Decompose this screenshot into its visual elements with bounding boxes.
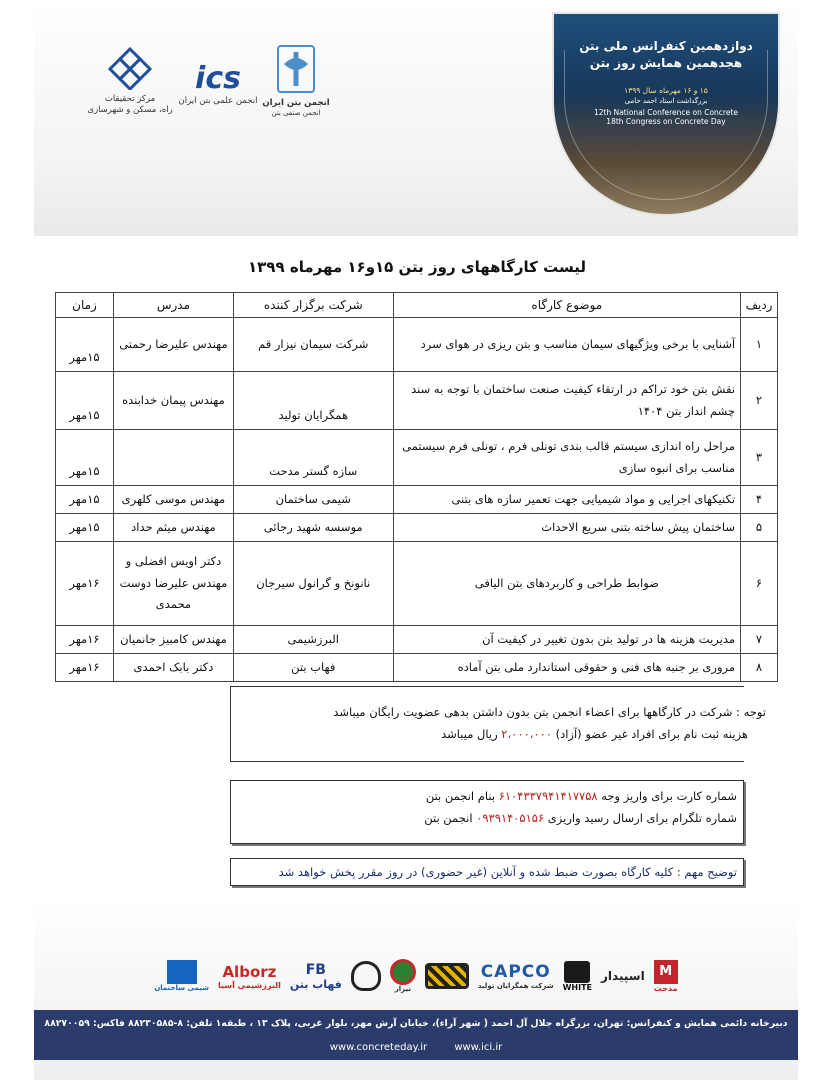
fee-amount: ۲،۰۰۰،۰۰۰ xyxy=(501,727,552,742)
card-number[interactable]: ۶۱۰۴۳۳۷۹۴۱۴۱۷۷۵۸ xyxy=(498,789,598,803)
row-topic: مروری بر جنبه های فنی و حقوقی استاندارد ملی بتن آماده xyxy=(393,654,740,682)
footer-address: دبیرخانه دائمی همایش و کنفرانس: تهران، بزرگراه جلال آل احمد ( شهر آراء)، خیابان آرش مهر، بلوار غربی، پلاک ۱۳ ، طبقه۱ تلفن: ۸-۸۸۲۳۰۵۸۵ فاکس: ۸۸۲۷۰۰۵۹ xyxy=(34,1010,798,1038)
telegram-line xyxy=(237,807,737,829)
header-time: زمان xyxy=(56,293,114,318)
banner-date: ۱۵ و ۱۶ مهرماه سال ۱۳۹۹ xyxy=(624,86,708,95)
card-number-line xyxy=(237,785,737,807)
concrete-assoc-sub: انجمن صنفی بتن xyxy=(271,108,321,117)
header-teacher: مدرس xyxy=(114,293,234,318)
row-topic: مراحل راه اندازی سیستم قالب بندی تونلی فرم ، تونلی فرم سیستمی مناسب برای انبوه سازی xyxy=(393,430,740,486)
sponsor-logo xyxy=(218,955,281,997)
table-row xyxy=(56,486,778,514)
bhrc-line2: راه، مسکن و شهرسازی xyxy=(87,104,173,115)
sponsor-logo xyxy=(351,955,381,997)
row-teacher: مهندس علیرضا رحمتی xyxy=(114,318,234,372)
row-time: ۱۶مهر xyxy=(56,542,114,626)
row-num: ۳ xyxy=(741,430,778,486)
row-time: ۱۶مهر xyxy=(56,654,114,682)
row-organizer: شرکت سیمان نیزار قم xyxy=(233,318,393,372)
payment-info-box xyxy=(230,780,744,844)
card-line-post: بنام انجمن بتن xyxy=(425,789,499,803)
header-organizer: شرکت برگزار کننده xyxy=(233,293,393,318)
workshops-table xyxy=(55,292,778,682)
row-teacher: مهندس کامبیز جانمیان xyxy=(114,626,234,654)
card-line-pre: شماره کارت برای واریز وجه xyxy=(597,789,737,803)
sponsor-logo xyxy=(654,955,678,997)
header-topic: موضوع کارگاه xyxy=(393,293,740,318)
row-organizer: سازه گستر مدحت xyxy=(233,430,393,486)
row-topic: ضوابط طراحی و کاربردهای بتن الیافی xyxy=(393,542,740,626)
important-note-box xyxy=(230,858,744,886)
row-topic: تکنیکهای اجرایی و مواد شیمیایی جهت تعمیر سازه های بتنی xyxy=(393,486,740,514)
medhat-m-icon: M xyxy=(654,960,678,984)
banner-honor: بزرگداشت استاد احمد حامی xyxy=(624,97,708,105)
row-num: ۱ xyxy=(741,318,778,372)
footer-websites xyxy=(34,1038,798,1060)
telegram-number[interactable]: ۰۹۳۹۱۴۰۵۱۵۶ xyxy=(476,811,545,826)
row-teacher: مهندس پیمان خدابنده xyxy=(114,372,234,430)
row-topic: مدیریت هزینه ها در تولید بتن بدون تغییر در کیفیت آن xyxy=(393,626,740,654)
row-num: ۷ xyxy=(741,626,778,654)
row-time: ۱۵مهر xyxy=(56,486,114,514)
row-organizer: شیمی ساختمان xyxy=(233,486,393,514)
row-organizer: همگرایان تولید xyxy=(233,372,393,430)
table-row xyxy=(56,654,778,682)
sponsor-logo xyxy=(563,955,592,997)
footer xyxy=(34,900,798,1080)
sponsor-logo xyxy=(390,955,416,997)
row-teacher: مهندس میثم حداد xyxy=(114,514,234,542)
important-note-text: توضیح مهم : کلیه کارگاه بصورت ضبط شده و آنلاین (غیر حضوری) در روز مقرر پخش خواهد شد xyxy=(278,865,737,879)
sponsor-logo xyxy=(425,955,469,997)
row-num: ۲ xyxy=(741,372,778,430)
row-organizer: موسسه شهید رجائی xyxy=(233,514,393,542)
nanonakh-knot-icon xyxy=(351,961,381,991)
sponsor-name: اسپیدار xyxy=(601,969,645,983)
website-ici-link[interactable]: www.ici.ir xyxy=(454,1042,503,1053)
ics-mark: ics xyxy=(195,61,241,96)
table-row xyxy=(56,318,778,372)
sponsor-name: فهاب بتن xyxy=(289,977,342,991)
sponsor-name: نیزار xyxy=(394,985,411,993)
bhrc-line1: مرکز تحقیقات xyxy=(104,94,156,104)
fee-note-line1: توجه : شرکت در کارگاهها برای اعضاء انجمن بتن بدون داشتن بدهی عضویت رایگان میباشد xyxy=(333,705,766,719)
banner-en1: 12th National Conference on Concrete xyxy=(593,108,739,117)
ics-logo xyxy=(168,61,268,107)
fee-note-text xyxy=(333,701,766,746)
row-teacher: مهندس موسی کلهری xyxy=(114,486,234,514)
row-topic: نقش بتن خود تراکم در ارتقاء کیفیت صنعت ساختمان با توجه به سند چشم انداز بتن ۱۴۰۴ xyxy=(393,372,740,430)
row-time: ۱۵مهر xyxy=(56,514,114,542)
shimi-sakhteman-building-icon xyxy=(167,960,197,984)
header-band xyxy=(34,0,798,236)
banner-line2: هجدهمین همایش روز بتن xyxy=(589,56,743,70)
sponsor-name: شیمی ساختمان xyxy=(154,984,209,992)
sponsor-logo xyxy=(601,955,645,997)
fahab-fb-mark: FB xyxy=(305,961,326,978)
row-num: ۸ xyxy=(741,654,778,682)
row-topic: ساختمان پیش ساخته بتنی سریع الاحداث xyxy=(393,514,740,542)
row-organizer: فهاب بتن xyxy=(233,654,393,682)
fee-note-line2-post: ریال میباشد xyxy=(441,727,502,742)
fee-note-line2 xyxy=(333,723,766,745)
sponsor-name: Alborz xyxy=(222,962,277,981)
concrete-association-logo xyxy=(254,44,338,117)
row-time: ۱۵مهر xyxy=(56,318,114,372)
telegram-line-post: انجمن بتن xyxy=(424,811,477,826)
nizar-emblem-icon xyxy=(390,959,416,985)
banner-line1: دوازدهمین کنفرانس ملی بتن xyxy=(579,39,753,53)
row-time: ۱۶مهر xyxy=(56,626,114,654)
sponsor-name: WHITE xyxy=(562,982,593,992)
sponsor-logo xyxy=(154,955,209,997)
sponsor-logos xyxy=(34,953,798,999)
row-organizer: نانونخ و گرانول سیرجان xyxy=(233,542,393,626)
concrete-assoc-name: انجمن بتن ایران xyxy=(262,98,330,108)
row-teacher: دکتر بابک احمدی xyxy=(114,654,234,682)
white-cement-icon xyxy=(564,961,590,983)
row-num: ۵ xyxy=(741,514,778,542)
telegram-line-pre: شماره تلگرام برای ارسال رسید واریزی xyxy=(544,811,737,826)
banner-arc xyxy=(564,50,768,200)
row-topic: آشنایی با برخی ویژگیهای سیمان مناسب و بتن ریزی در هوای سرد xyxy=(393,318,740,372)
nizar-badge-icon xyxy=(425,963,469,989)
website-concreteday-link[interactable]: www.concreteday.ir xyxy=(329,1042,428,1053)
sponsor-name: مدحت xyxy=(653,983,678,993)
concrete-assoc-emblem-icon xyxy=(276,44,316,94)
sponsor-logo xyxy=(478,955,554,997)
table-row xyxy=(56,542,778,626)
row-teacher: دکتر اویس افضلی و مهندس علیرضا دوست محمدی xyxy=(114,542,234,626)
sponsor-name: البرزشیمی آسیا xyxy=(217,980,281,990)
row-teacher xyxy=(114,430,234,486)
fee-note-box xyxy=(230,686,766,762)
conference-banner xyxy=(554,14,778,214)
bhrc-logo xyxy=(80,46,180,115)
table-row xyxy=(56,514,778,542)
sponsor-name: CAPCO xyxy=(480,962,551,982)
row-time: ۱۵مهر xyxy=(56,372,114,430)
sponsor-name: شرکت همگرایان تولید xyxy=(477,982,554,990)
header-row-num: ردیف xyxy=(741,293,778,318)
table-row xyxy=(56,430,778,486)
fee-note-line2-pre: هزینه ثبت نام برای افراد غیر عضو (آزاد) xyxy=(551,727,748,742)
row-organizer: البرزشیمی xyxy=(233,626,393,654)
sponsor-logo xyxy=(290,955,342,997)
page-title: لیست کارگاههای روز بتن ۱۵و۱۶ مهرماه ۱۳۹۹ xyxy=(248,258,586,276)
table-row xyxy=(56,372,778,430)
table-row xyxy=(56,626,778,654)
row-time: ۱۵مهر xyxy=(56,430,114,486)
bhrc-knot-icon xyxy=(106,46,154,90)
row-num: ۴ xyxy=(741,486,778,514)
ics-name: انجمن علمی بتن ایران xyxy=(178,96,258,106)
row-num: ۶ xyxy=(741,542,778,626)
banner-en2: 18th Congress on Concrete Day xyxy=(606,117,726,126)
table-header-row xyxy=(56,293,778,318)
